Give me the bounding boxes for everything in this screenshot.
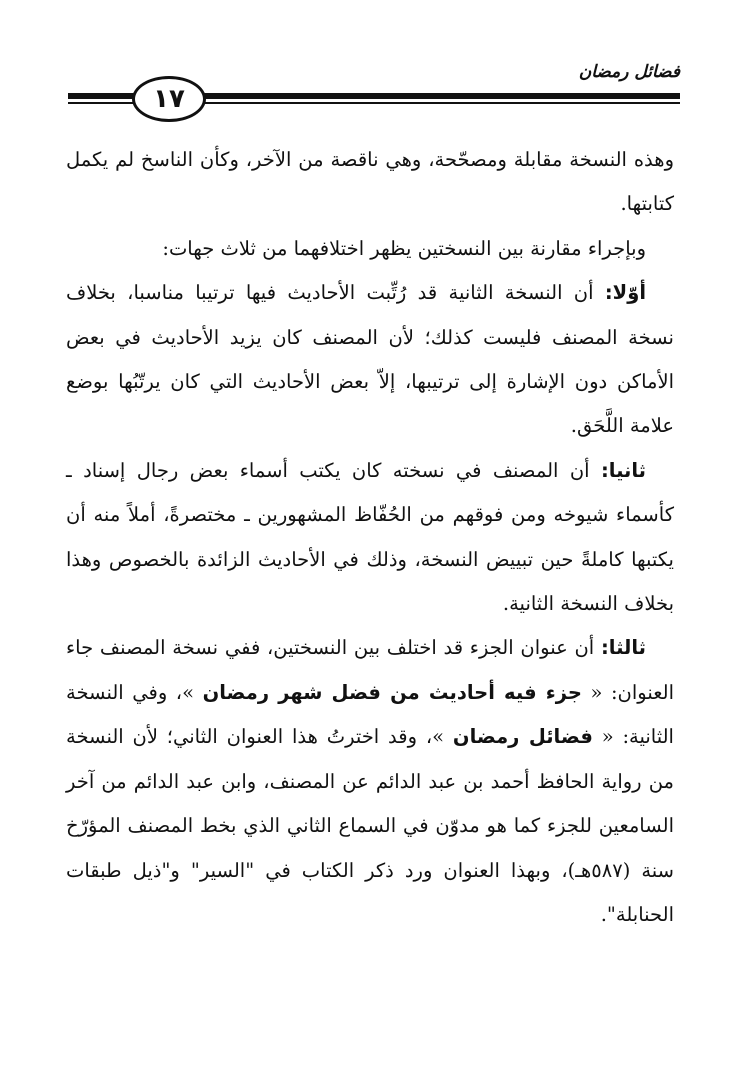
point-label: ثالثا: <box>600 636 646 660</box>
paragraph-first-point <box>66 271 674 449</box>
point-label: ثانيا: <box>600 458 646 482</box>
page-body <box>66 138 674 937</box>
paragraph-text: أن عنوان الجزء قد اختلف بين النسختين، ففي نسخة المصنف جاء العنوان: « <box>66 636 675 704</box>
quoted-title-author: جزء فيه أحاديث من فضل شهر رمضان <box>202 680 582 704</box>
running-title: فضائل رمضان <box>578 62 680 82</box>
point-label: أوّلا: <box>604 281 646 305</box>
paragraph-second-point <box>66 449 674 627</box>
quoted-title-second: فضائل رمضان <box>452 725 593 749</box>
paragraph-intro <box>66 138 674 227</box>
paragraph-text: أن النسخة الثانية قد رُتِّبت الأحاديث فيها ترتيبا مناسبا، بخلاف نسخة المصنف فليست كذلك؛ لأن المصنف كان يزيد الأحاديث في بعض الأماكن دون الإشارة إلى ترتيبها، إلاّ بعض الأحاديث التي كان يرتّبُها بوضع علامة اللَّحَق. <box>66 281 674 438</box>
paragraph-text: وهذه النسخة مقابلة ومصحّحة، وهي ناقصة من الآخر، وكأن الناسخ لم يكمل كتابتها. <box>66 148 674 216</box>
page-number: ١٧ <box>153 84 185 114</box>
paragraph-text: »، وقد اخترتُ هذا العنوان الثاني؛ لأن النسخة من رواية الحافظ أحمد بن عبد الدائم عن المصنف، وابن عبد الدائم من آخر السامعين للجزء كما هو مدوّن في السماع الثاني الذي بخط المصنف المؤرّخ سنة (٥٨٧هـ)، وبهذا العنوان ورد ذكر الكتاب في "السير" و"ذيل طبقات الحنابلة". <box>66 725 675 926</box>
page-header <box>0 0 736 140</box>
paragraph-text: وبإجراء مقارنة بين النسختين يظهر اختلافهما من ثلاث جهات: <box>162 236 646 260</box>
paragraph-text: »، وفي النسخة الثانية: « <box>66 680 674 749</box>
paragraph-third-point <box>66 626 674 937</box>
page-number-badge <box>132 76 206 122</box>
paragraph-comparison <box>66 227 674 271</box>
paragraph-text: أن المصنف في نسخته كان يكتب أسماء بعض رجال إسناد ـ كأسماء شيوخه ومن فوقهم من الحُفّاظ المشهورين ـ مختصرةً، أملاً منه أن يكتبها كاملةً حين تبييض النسخة، وذلك في الأحاديث الزائدة بالخصوص وهذا بخلاف النسخة الثانية. <box>66 458 674 616</box>
